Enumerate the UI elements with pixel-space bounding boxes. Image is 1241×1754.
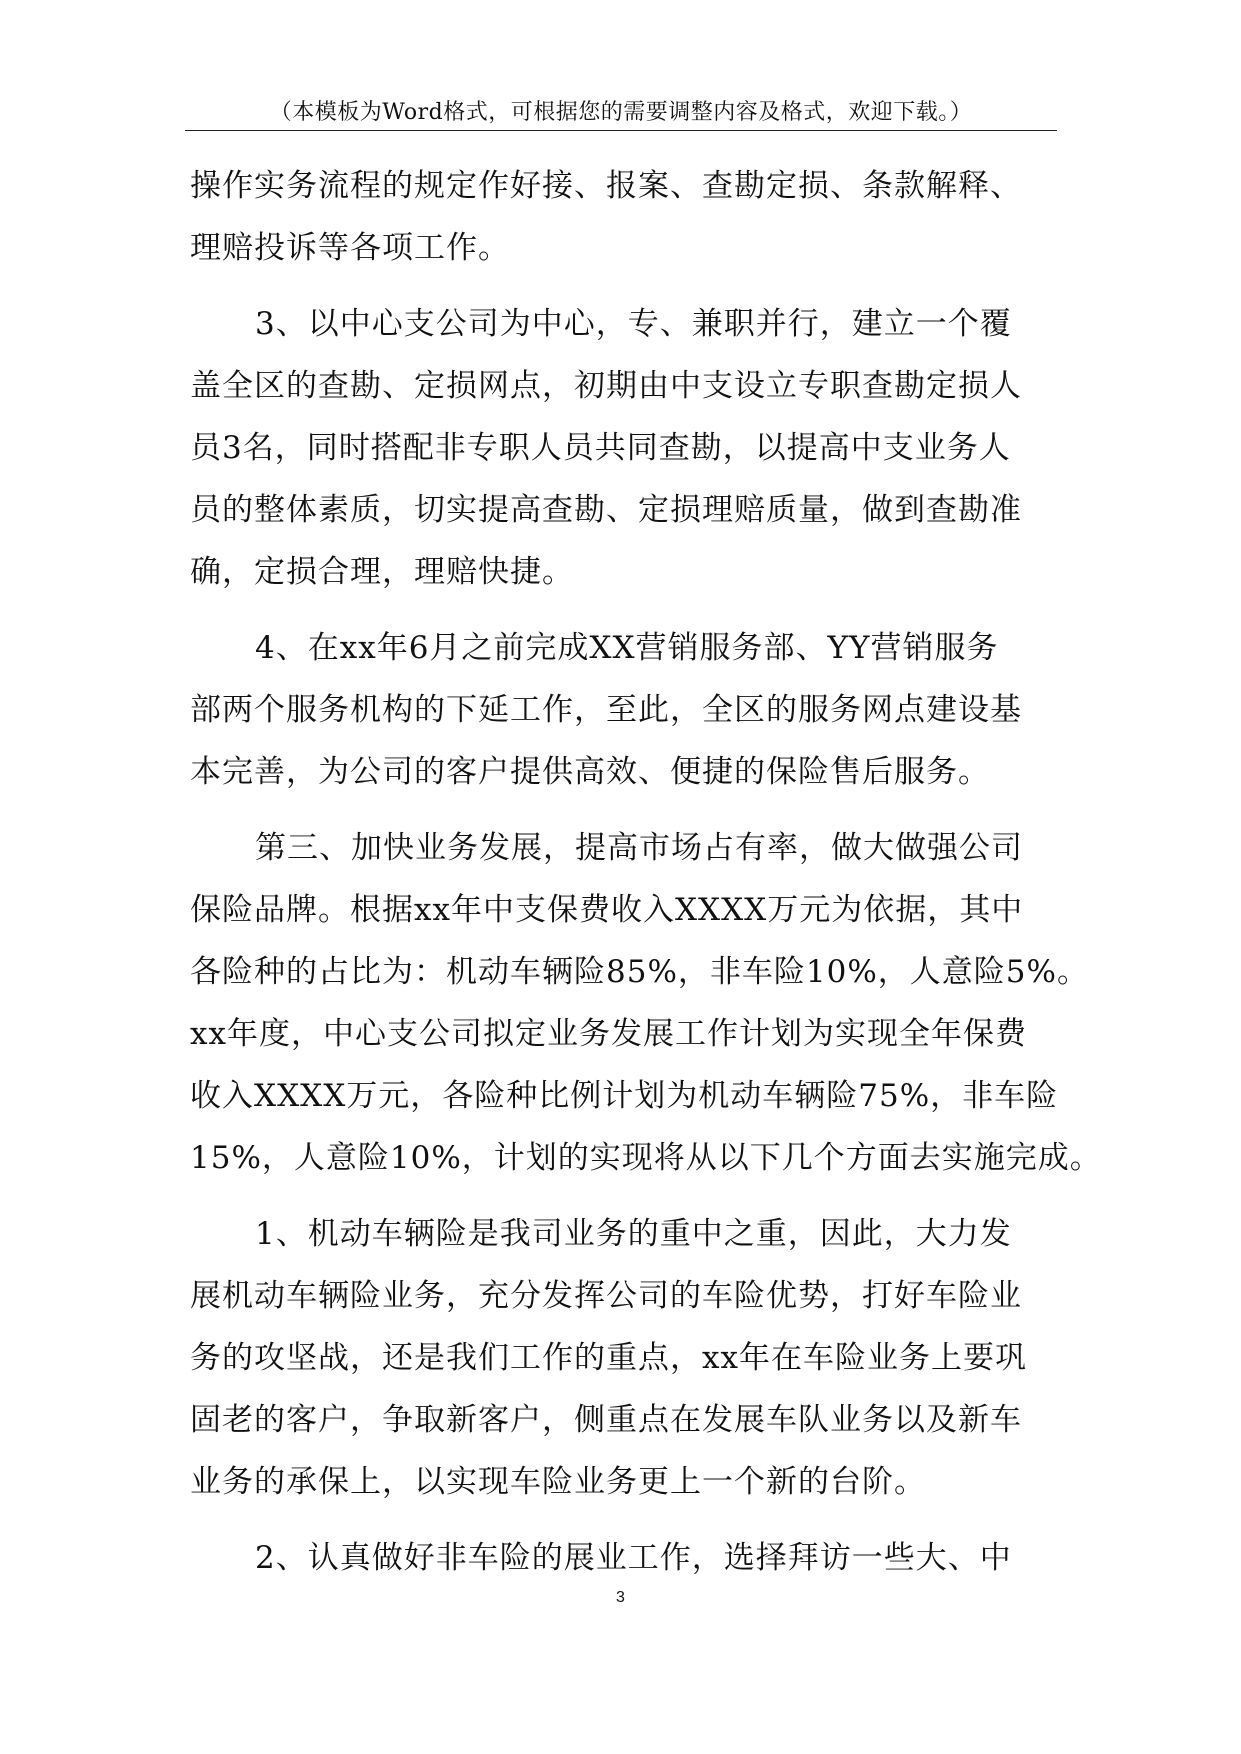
paragraph-first-line: 4、在xx年6月之前完成XX营销服务部、YY营销服务 [255, 630, 999, 666]
body-line: 各险种的占比为：机动车辆险85%，非车险10%，人意险5%。 [190, 954, 1089, 990]
document-body [190, 155, 1102, 1589]
body-line: 业务的承保上，以实现车险业务更上一个新的台阶。 [190, 1464, 926, 1500]
body-line: 收入XXXX万元，各险种比例计划为机动车辆险75%，非车险 [190, 1078, 1059, 1114]
page-header: （本模板为Word格式，可根据您的需要调整内容及格式，欢迎下载。） [269, 100, 973, 125]
body-line: 展机动车辆险业务，充分发挥公司的车险优势，打好车险业 [190, 1278, 1022, 1314]
body-line: 员3名，同时搭配非专职人员共同查勘，以提高中支业务人 [190, 430, 1011, 466]
paragraph-first-line: 第三、加快业务发展，提高市场占有率，做大做强公司 [255, 830, 1023, 866]
body-line: 理赔投诉等各项工作。 [190, 230, 510, 266]
body-line: 盖全区的查勘、定损网点，初期由中支设立专职查勘定损人 [190, 368, 1022, 404]
body-line: 员的整体素质，切实提高查勘、定损理赔质量，做到查勘准 [190, 492, 1022, 528]
body-line: 务的攻坚战，还是我们工作的重点，xx年在车险业务上要巩 [190, 1340, 1027, 1376]
body-line: 固老的客户，争取新客户，侧重点在发展车队业务以及新车 [190, 1402, 1022, 1438]
page-number: 3 [616, 1589, 625, 1606]
body-line: 保险品牌。根据xx年中支保费收入XXXX万元为依据，其中 [190, 892, 1024, 928]
body-line: xx年度，中心支公司拟定业务发展工作计划为实现全年保费 [190, 1016, 1027, 1052]
paragraph-first-line: 1、机动车辆险是我司业务的重中之重，因此，大力发 [255, 1216, 1012, 1252]
body-line: 部两个服务机构的下延工作，至此，全区的服务网点建设基 [190, 692, 1022, 728]
paragraph-first-line: 2、认真做好非车险的展业工作，选择拜访一些大、中 [255, 1540, 1012, 1576]
header-divider [185, 130, 1057, 131]
body-line: 确，定损合理，理赔快捷。 [190, 554, 574, 590]
body-line: 本完善，为公司的客户提供高效、便捷的保险售后服务。 [190, 754, 990, 790]
body-line: 操作实务流程的规定作好接、报案、查勘定损、条款解释、 [190, 168, 1022, 204]
paragraph-first-line: 3、以中心支公司为中心，专、兼职并行，建立一个覆 [255, 306, 1012, 342]
body-line: 15%，人意险10%，计划的实现将从以下几个方面去实施完成。 [190, 1140, 1102, 1176]
